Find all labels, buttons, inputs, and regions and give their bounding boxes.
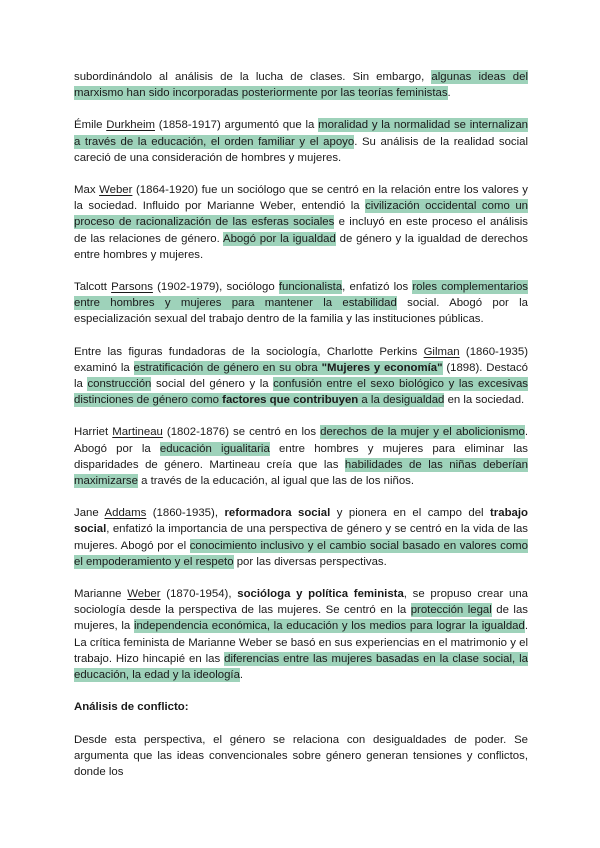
paragraphs-container	[74, 69, 528, 683]
text-run: (1802-1876) se centró en los	[162, 426, 321, 439]
bold-text: reformadora social	[224, 507, 331, 520]
highlighted-text: a la desigualdad	[358, 394, 445, 407]
paragraph-p7	[74, 505, 528, 570]
text-run: entre hombres y mujeres para eliminar las disparidades de género. Martineau creía que las	[74, 442, 528, 471]
highlighted-text: roles complementarios entre hombres y mujeres para mantener la estabilidad	[74, 281, 528, 310]
text-run: Jane	[74, 507, 105, 520]
text-run: , enfatizó los	[342, 281, 413, 294]
text-run: (1902-1979), sociólogo	[152, 281, 279, 294]
text-run: subordinándolo al análisis de la lucha de clases. Sin embargo,	[74, 71, 432, 83]
text-run: Émile	[74, 119, 107, 132]
text-run: .	[447, 87, 451, 100]
section-heading: Análisis de conflicto:	[74, 701, 189, 714]
highlighted-text: algunas ideas del marxismo han sido incorporadas posteriormente por las teorías feministas	[74, 71, 528, 100]
text-run: , enfatizó la importancia de una perspectiva de género y se centró en la vida de las mujeres. Abogó por el	[74, 523, 528, 552]
highlighted-text: educación igualitaria	[159, 442, 270, 455]
text-run: .	[239, 669, 244, 682]
highlighted-text: construcción	[87, 378, 152, 391]
text-run: a través de la educación, al igual que las de los niños.	[137, 475, 415, 488]
text-run: social. Abogó por la especialización sexual del trabajo dentro de la familia y las instituciones públicas.	[74, 297, 528, 326]
final-paragraph: Desde esta perspectiva, el género se relaciona con desigualdades de poder. Se argumenta que las ideas convencionales sobre género generan tensiones y conflictos, donde los	[74, 733, 528, 778]
highlighted-text: "Mujeres y economía"	[321, 361, 443, 374]
text-run: de las mujeres, la	[74, 604, 528, 633]
paragraph-p6	[74, 424, 528, 489]
underlined-name: Durkheim	[106, 119, 155, 132]
text-run: , se propuso crear una sociología desde la perspectiva de las mujeres. Se centró en la	[74, 588, 529, 617]
underlined-name: Martineau	[112, 426, 163, 439]
text-run: y pionera en el campo del	[330, 507, 491, 520]
text-run: Harriet	[74, 426, 113, 439]
paragraph-p2	[74, 117, 528, 166]
highlighted-text: independencia económica, la educación y los medios para lograr la igualdad	[133, 620, 525, 633]
text-run: por las diversas perspectivas.	[233, 555, 387, 568]
text-run: (1860-1935) examinó la	[74, 345, 528, 374]
highlighted-text: factores que contribuyen	[222, 394, 359, 407]
text-run: Marianne	[74, 588, 128, 601]
paragraph-p5	[74, 344, 528, 409]
highlighted-text: protección legal	[410, 604, 492, 617]
underlined-name: Parsons	[111, 281, 153, 294]
highlighted-text: funcionalista	[278, 281, 343, 294]
paragraph-p8	[74, 586, 528, 683]
highlighted-text: habilidades de las niñas deberían maximizarse	[74, 458, 528, 488]
text-run: . Abogó por la	[74, 426, 529, 455]
text-run: Max	[74, 184, 100, 197]
underlined-name: Weber	[99, 184, 133, 197]
paragraph-p1	[74, 69, 528, 101]
highlighted-text: confusión entre el sexo biológico y las excesivas distinciones de género como	[74, 378, 528, 407]
text-run: (1864-1920) fue un sociólogo que se centró en la relación entre los valores y la sociedad. Influido por Marianne Weber, entendió la	[74, 184, 528, 213]
underlined-name: Gilman	[423, 345, 460, 358]
bold-text: socióloga y política feminista	[237, 588, 404, 601]
text-run: e incluyó en este proceso el análisis de las relaciones de género.	[74, 216, 528, 245]
text-run: en la sociedad.	[444, 394, 525, 407]
text-run: Entre las figuras fundadoras de la sociología, Charlotte Perkins	[74, 345, 424, 358]
underlined-name: Weber	[127, 588, 161, 601]
text-run: . Su análisis de la realidad social careció de una consideración de hombres y mujeres.	[74, 135, 528, 164]
text-run: social del género y la	[151, 378, 274, 391]
highlighted-text: estratificación de género en su obra	[133, 361, 322, 374]
highlighted-text: derechos de la mujer y el abolicionismo	[320, 426, 525, 439]
highlighted-text: Abogó por la igualdad	[223, 232, 336, 245]
text-run: . La crítica feminista de Marianne Weber se basó en sus experiencias en el matrimonio y el trabajo. Hizo hincapié en las	[74, 620, 528, 665]
highlighted-text: conocimiento inclusivo y el cambio social basado en valores como el empoderamiento y el respeto	[74, 539, 528, 568]
text-run: de género y la igualdad de derechos entre hombres y mujeres.	[74, 232, 528, 261]
text-run: (1858-1917) argumentó que la	[154, 119, 319, 132]
highlighted-text: moralidad y la normalidad se internalizan a través de la educación, el orden familiar y el apoyo	[74, 119, 528, 148]
text-run: (1860-1935),	[146, 507, 225, 520]
paragraph-p4	[74, 279, 528, 328]
text-run: Talcott	[74, 281, 112, 294]
text-run: (1898). Destacó la	[74, 361, 529, 391]
paragraph-p3	[74, 182, 528, 263]
text-run: (1870-1954),	[160, 588, 238, 601]
underlined-name: Addams	[104, 507, 147, 520]
bold-text: trabajo social	[74, 507, 528, 536]
highlighted-text: civilización occidental como un proceso de racionalización de las esferas sociales	[74, 200, 528, 229]
highlighted-text: diferencias entre las mujeres basadas en la clase social, la educación, la edad y la ideología	[74, 652, 529, 682]
